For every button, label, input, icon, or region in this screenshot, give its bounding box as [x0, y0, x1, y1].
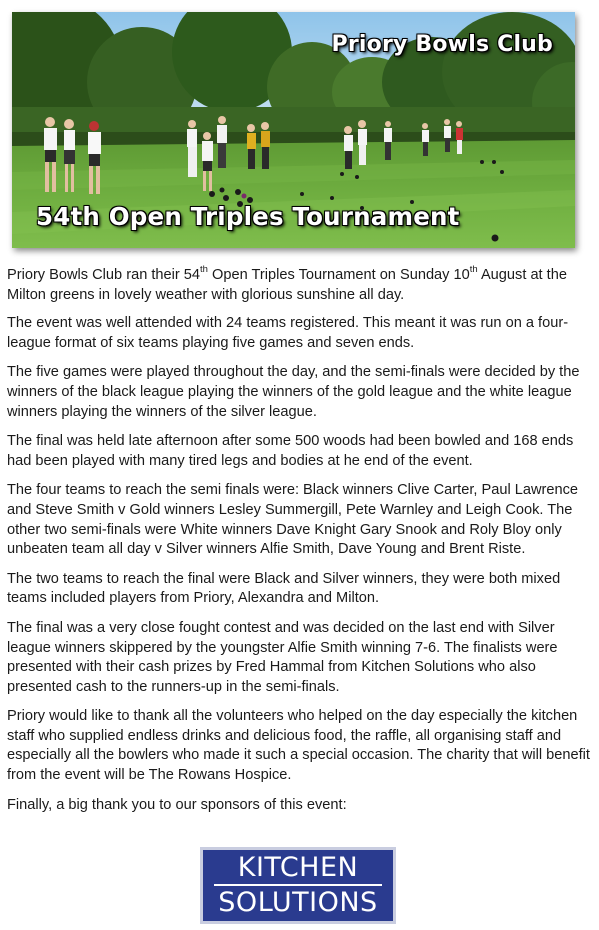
hero-subtitle: 54th Open Triples Tournament — [36, 202, 460, 231]
paragraph-finalists: The two teams to reach the final were Black and Silver winners, they were both mixed teams included players from Priory, Alexandra and Milton. — [7, 570, 561, 607]
paragraph-final-result: The final was a very close fought contest and was decided on the last end with Silver league winners skippered by the youngster Alfie Smith winning 7-6. The finalists were presented with their cash prizes by Fred Hammal from Kitchen Solutions who also presented cash to the runners-up in the semi-finals. — [7, 619, 558, 695]
hero-photo — [12, 12, 575, 248]
logo-line-1: KITCHEN — [237, 852, 359, 883]
paragraph-thanks: Priory would like to thank all the volunteers who helped on the day especially the kitchen staff who supplied endless drinks and delicious food, the raffle, all organising staff and especially all the bowlers who made it such a special occasion. The charity that will benefit from the event will be The Rowans Hospice. — [7, 708, 590, 784]
hero-title: Priory Bowls Club — [331, 32, 553, 57]
paragraph-final-timing: The final was held late afternoon after some 500 woods had been bowled and 168 ends had been played with many tired legs and bodies at he end of the event. — [7, 433, 574, 469]
paragraph-semi-finals: The four teams to reach the semi finals were: Black winners Clive Carter, Paul Lawrence and Steve Smith v Gold winners Lesley Summergill, Pete Warnley and Leigh Cook. The other two semi-finals were White winners Dave Knight Gary Snook and Roly Bloy only unbeaten team all day v Silver winners Alfie Smith, Dave Young and Brent Riste. — [7, 482, 579, 558]
paragraph-attendance: The event was well attended with 24 teams registered. This meant it was run on a four-league format of six teams playing five games and seven ends. — [7, 315, 569, 351]
kitchen-solutions-logo — [200, 847, 396, 924]
article-body — [7, 266, 595, 825]
logo-divider — [214, 884, 382, 886]
paragraph-intro: Priory Bowls Club ran their 54th Open Triples Tournament on Sunday 10th August at the Milton greens in lovely weather with glorious sunshine all day. — [7, 264, 567, 303]
paragraph-sponsors: Finally, a big thank you to our sponsors of this event: — [7, 796, 347, 813]
paragraph-games: The five games were played throughout the day, and the semi-finals were decided by the winners of the black league playing the winners of the gold league and the white league winners playing the winners of the silver league. — [7, 364, 580, 420]
logo-line-2: SOLUTIONS — [218, 887, 378, 918]
